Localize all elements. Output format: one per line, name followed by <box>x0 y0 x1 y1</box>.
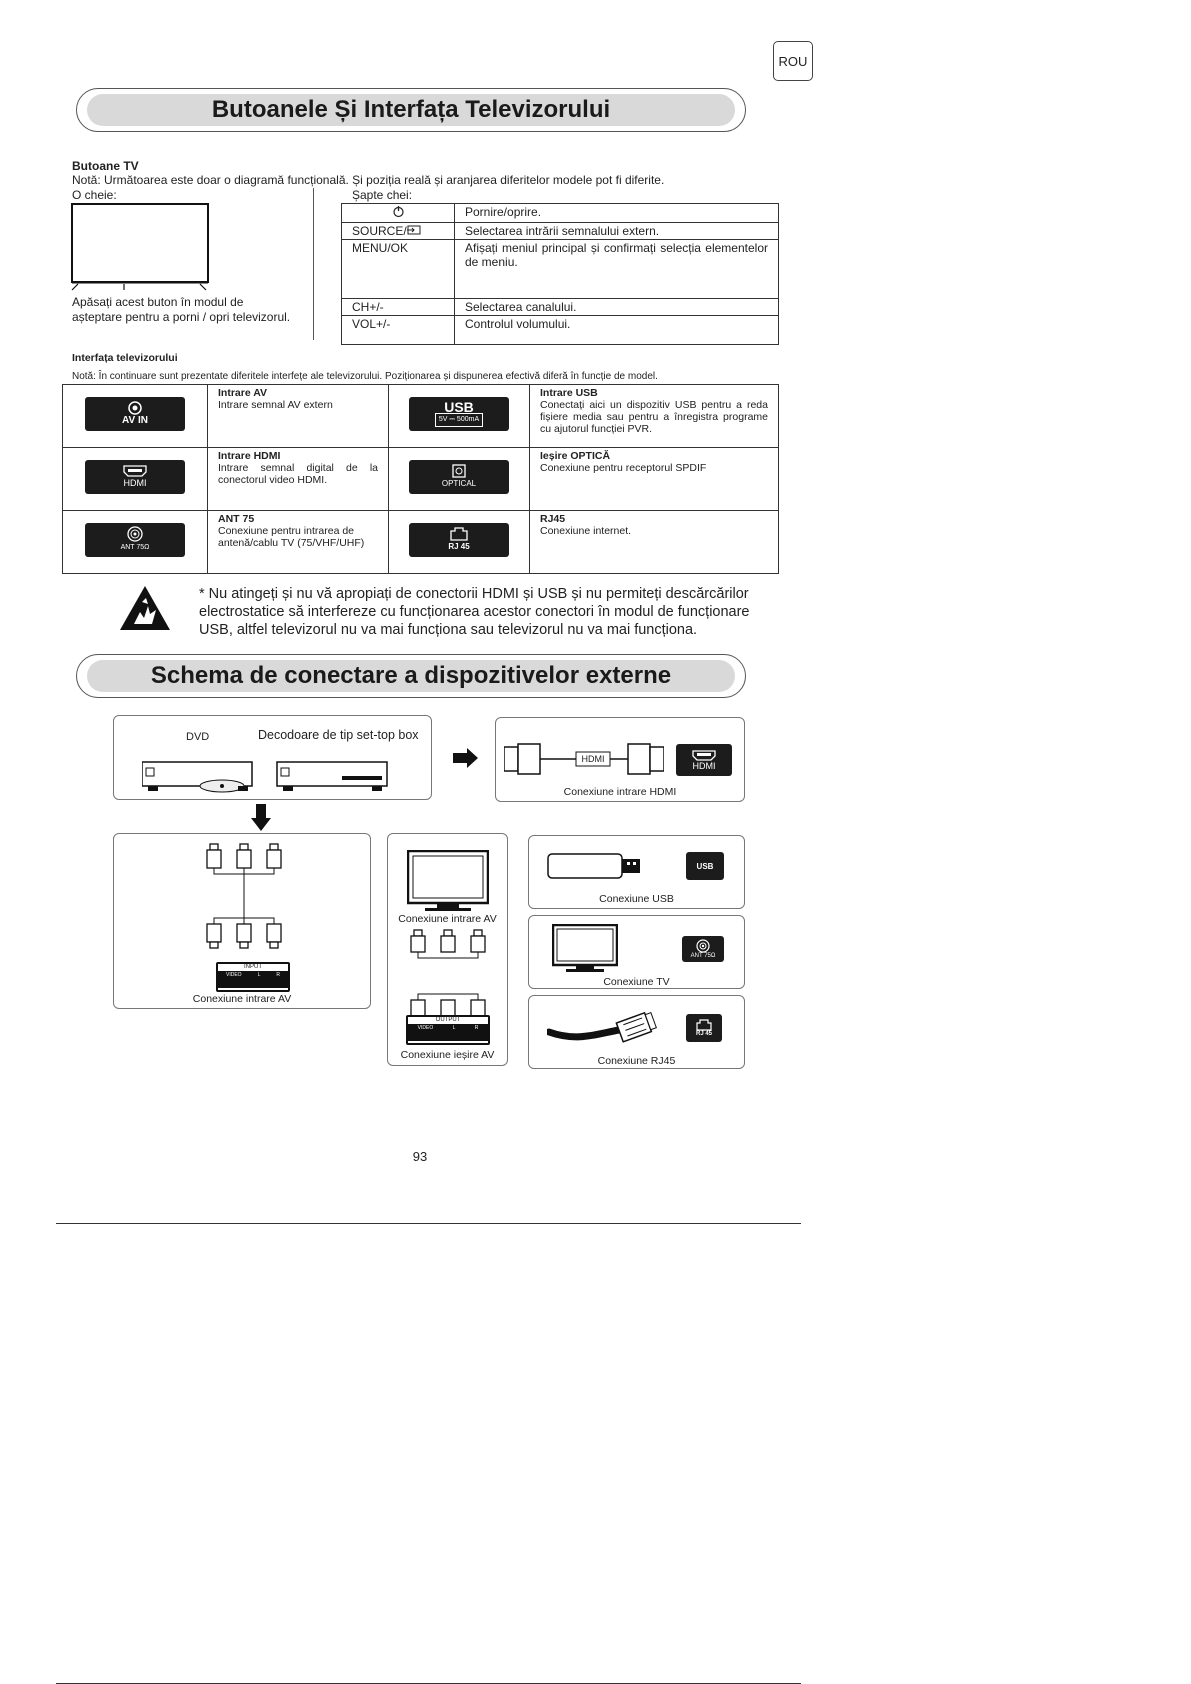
hdmi-caption: Conexiune intrare HDMI <box>563 786 677 798</box>
av-input-box <box>113 833 371 1009</box>
page-divider <box>56 1223 801 1224</box>
seven-keys-table <box>341 203 779 345</box>
table-row <box>342 299 779 316</box>
port-desc: Conexiune internet. <box>540 525 632 537</box>
antenna-port-icon <box>696 939 710 953</box>
port-desc: Intrare semnal digital de la conectorul video HDMI. <box>218 462 378 486</box>
av-output-panel: OUTPUT VIDEO L R <box>406 1015 490 1045</box>
optical-port-icon <box>452 464 466 478</box>
av-in-jack: AV IN <box>85 397 185 431</box>
table-row <box>63 385 779 448</box>
one-key-label: O cheie: <box>72 188 117 202</box>
arrow-right-icon <box>453 748 479 768</box>
table-row <box>342 240 779 299</box>
usb-caption: Conexiune USB <box>599 893 674 905</box>
hdmi-jack: HDMI <box>85 460 185 494</box>
port-title: Intrare USB <box>540 387 598 399</box>
port-desc: Conectați aici un dispozitiv USB pentru a reda fișiere media sau pentru a înregistra programe cu ajutorul funcției PVR. <box>540 399 768 435</box>
av-output-caption: Conexiune ieșire AV <box>400 1049 495 1061</box>
key-desc: Selectarea intrării semnalului extern. <box>455 223 779 240</box>
language-badge: ROU <box>773 41 813 81</box>
section-title-banner <box>76 654 746 698</box>
key-desc: Pornire/oprire. <box>455 204 779 223</box>
table-row <box>63 448 779 511</box>
esd-warning-text: * Nu atingeți și nu vă apropiați de conectorii HDMI și USB și nu permiteți descărcărilor electrostatice să interfereze cu funcționarea acestor conectori în modul de funcționare USB, altfel televizorul nu va mai funcționa sau televizorul nu va mai funcționa. <box>199 586 750 638</box>
rj45-caption: Conexiune RJ45 <box>597 1055 676 1067</box>
tv-av-input-caption: Conexiune intrare AV <box>398 913 497 925</box>
tv-connection-box <box>528 915 745 989</box>
ethernet-port-icon <box>450 527 468 541</box>
column-divider <box>313 188 314 340</box>
port-desc: Conexiune pentru receptorul SPDIF <box>540 462 707 474</box>
antenna-port-jack: ANT 75Ω <box>682 936 724 962</box>
tv-buttons-note: Notă: Următoarea este doar o diagramă funcțională. Și poziția reală și aranjarea diferitelor modele pot fi diferite. <box>72 173 665 187</box>
tv-drawing <box>552 924 618 974</box>
key-name: VOL+/- <box>342 316 455 345</box>
rj45-jack: RJ 45 <box>409 523 509 557</box>
table-row <box>342 204 779 223</box>
port-title: Intrare HDMI <box>218 450 281 462</box>
av-port-icon <box>128 401 142 415</box>
key-name: CH+/- <box>342 299 455 316</box>
power-icon <box>392 205 405 218</box>
tv-one-key-drawing <box>70 202 210 292</box>
tv-interface-note: Notă: În continuare sunt prezentate diferitele interfețe ale televizorului. Poziționarea și dispunerea efectivă diferă în funcție de model. <box>72 371 658 382</box>
av-input-panel: INPUT VIDEO L R <box>216 962 290 992</box>
dvd-label: DVD <box>186 731 210 743</box>
key-desc: Selectarea canalului. <box>455 299 779 316</box>
port-desc: Intrare semnal AV extern <box>218 399 333 411</box>
arrow-down-icon <box>251 804 271 832</box>
source-devices-box <box>113 715 432 800</box>
rca-cable-drawing <box>204 842 284 962</box>
seven-keys-label: Șapte chei: <box>352 188 413 202</box>
usb-stick-drawing <box>547 850 647 882</box>
source-input-icon <box>407 225 421 235</box>
esd-warning-icon <box>118 584 172 632</box>
one-key-description: Apăsați acest buton în modul de așteptare pentru a porni / opri televizorul. <box>72 295 291 324</box>
table-row <box>63 511 779 574</box>
ethernet-port-icon <box>696 1019 712 1031</box>
table-row <box>342 223 779 240</box>
ant-jack: ANT 75Ω <box>85 523 185 557</box>
key-name: SOURCE/ <box>352 224 407 238</box>
rj45-port-jack: RJ 45 <box>686 1014 722 1042</box>
tv-drawing <box>407 850 489 914</box>
av-output-box <box>387 833 508 1066</box>
set-top-box-label: Decodoare de tip set-top box <box>258 728 419 742</box>
dvd-and-stb-drawing <box>142 754 422 796</box>
table-row <box>342 316 779 345</box>
page-number: 93 <box>412 1149 428 1164</box>
port-title: Ieșire OPTICĂ <box>540 450 611 462</box>
tv-buttons-heading: Butoane TV <box>72 159 139 173</box>
hdmi-port-jack: HDMI <box>676 744 732 776</box>
port-title: Intrare AV <box>218 387 268 399</box>
rj45-connection-box <box>528 995 745 1069</box>
tv-interface-heading: Interfața televizorului <box>72 352 178 364</box>
usb-port-jack: USB <box>686 852 724 880</box>
tv-caption: Conexiune TV <box>603 976 670 988</box>
hdmi-port-icon <box>692 750 716 761</box>
usb-connection-box <box>528 835 745 909</box>
hdmi-port-icon <box>123 465 147 477</box>
av-input-caption: Conexiune intrare AV <box>192 993 292 1005</box>
port-title: RJ45 <box>540 513 566 525</box>
key-desc: Afișați meniul principal și confirmați selecția elementelor de meniu. <box>455 240 779 299</box>
section-title-banner <box>76 88 746 132</box>
section-title: Butoanele Și Interfața Televizorului <box>87 94 735 126</box>
antenna-port-icon <box>127 526 143 542</box>
section-title: Schema de conectare a dispozitivelor externe <box>87 660 735 692</box>
port-title: ANT 75 <box>218 513 255 525</box>
ethernet-cable-drawing <box>547 1008 657 1052</box>
optical-jack: OPTICAL <box>409 460 509 494</box>
key-name: MENU/OK <box>342 240 455 299</box>
usb-jack: USB 5V ⎓ 500mA <box>409 397 509 431</box>
key-desc: Controlul volumului. <box>455 316 779 345</box>
port-desc: Conexiune pentru intrarea de antenă/cablu TV (75/VHF/UHF) <box>218 525 365 549</box>
hdmi-cable-label: HDMI <box>581 754 605 764</box>
interface-table <box>62 384 779 574</box>
hdmi-connection-box <box>495 717 745 802</box>
